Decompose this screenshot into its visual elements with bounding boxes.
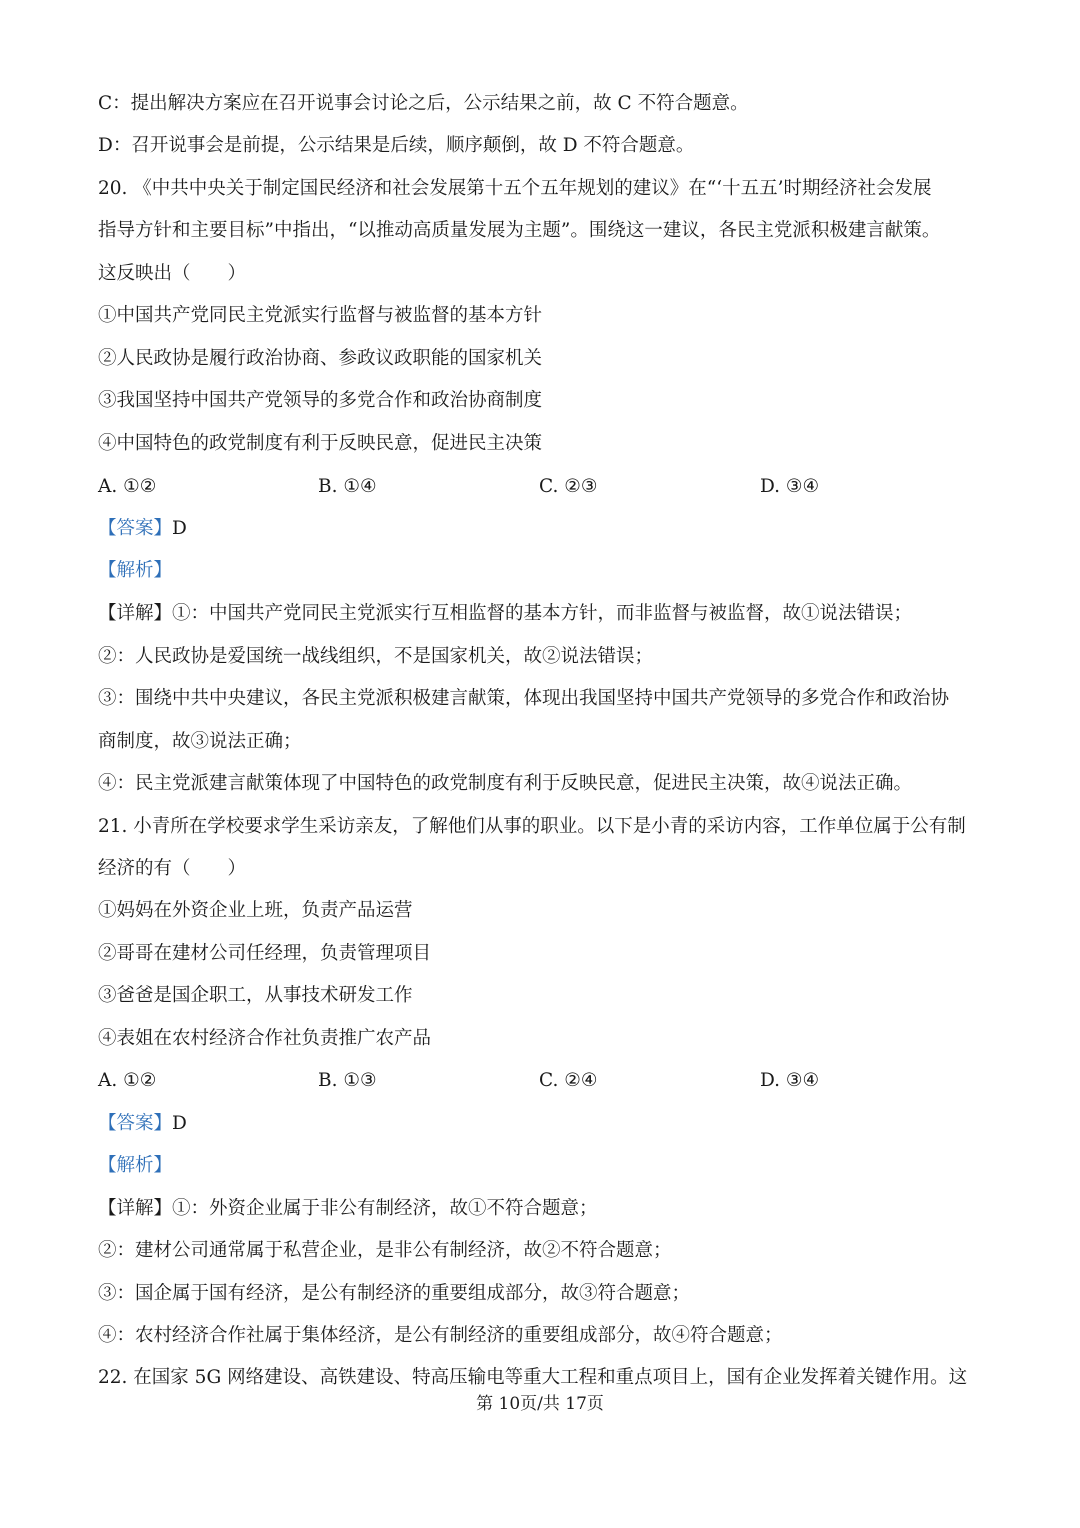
answer-value: D xyxy=(172,1113,187,1134)
detail-line: 【详解】①：中国共产党同民主党派实行互相监督的基本方针，而非监督与被监督，故①说法错误； xyxy=(98,603,913,624)
detail-line: ②：建材公司通常属于私营企业，是非公有制经济，故②不符合题意； xyxy=(98,1240,672,1261)
page-footer: 第 10页/共 17页 xyxy=(476,1394,604,1414)
detail-line: 【详解】①：外资企业属于非公有制经济，故①不符合题意； xyxy=(98,1198,598,1219)
detail-line: ④：农村经济合作社属于集体经济，是公有制经济的重要组成部分，故④符合题意； xyxy=(98,1325,783,1346)
question-20-stem: 20. 《中共中央关于制定国民经济和社会发展第十五个五年规划的建议》在“‘十五五’时期经济社会发展 xyxy=(98,178,932,199)
question-22-stem: 22. 在国家 5G 网络建设、高铁建设、特高压输电等重大工程和重点项目上，国有企业发挥着关键作用。这 xyxy=(98,1367,968,1388)
statement-item: ①妈妈在外资企业上班，负责产品运营 xyxy=(98,900,413,921)
option-c: C. ②④ xyxy=(539,1070,598,1091)
statement-item: ④中国特色的政党制度有利于反映民意，促进民主决策 xyxy=(98,433,543,454)
question-20-stem: 这反映出（ ） xyxy=(98,263,247,284)
text-line: C：提出解决方案应在召开说事会讨论之后，公示结果之前，故 C 不符合题意。 xyxy=(98,93,749,114)
detail-line: ③：围绕中共中央建议，各民主党派积极建言献策，体现出我国坚持中国共产党领导的多党合作和政治协 xyxy=(98,688,950,709)
option-b: B. ①③ xyxy=(318,1070,377,1091)
text-line: D：召开说事会是前提，公示结果是后续，顺序颠倒，故 D 不符合题意。 xyxy=(98,135,695,156)
option-a: A. ①② xyxy=(98,1070,157,1091)
statement-item: ②哥哥在建材公司任经理，负责管理项目 xyxy=(98,943,432,964)
statement-item: ③我国坚持中国共产党领导的多党合作和政治协商制度 xyxy=(98,390,543,411)
question-21-stem: 21. 小青所在学校要求学生采访亲友，了解他们从事的职业。以下是小青的采访内容，工作单位属于公有制 xyxy=(98,816,966,837)
analysis-tag: 【解析】 xyxy=(98,560,173,581)
option-d: D. ③④ xyxy=(760,476,820,497)
answer-tag: 【答案】 xyxy=(98,518,173,539)
analysis-tag: 【解析】 xyxy=(98,1155,173,1176)
option-b: B. ①④ xyxy=(318,476,377,497)
statement-item: ④表姐在农村经济合作社负责推广农产品 xyxy=(98,1028,432,1049)
detail-line: ③：国企属于国有经济，是公有制经济的重要组成部分，故③符合题意； xyxy=(98,1283,691,1304)
detail-line: ②：人民政协是爱国统一战线组织，不是国家机关，故②说法错误； xyxy=(98,646,654,667)
question-21-stem: 经济的有（ ） xyxy=(98,858,247,879)
option-c: C. ②③ xyxy=(539,476,598,497)
statement-item: ③爸爸是国企职工，从事技术研发工作 xyxy=(98,985,413,1006)
detail-line: 商制度，故③说法正确； xyxy=(98,731,302,752)
statement-item: ①中国共产党同民主党派实行监督与被监督的基本方针 xyxy=(98,305,543,326)
detail-line: ④：民主党派建言献策体现了中国特色的政党制度有利于反映民意，促进民主决策，故④说法正确。 xyxy=(98,773,913,794)
option-d: D. ③④ xyxy=(760,1070,820,1091)
answer-value: D xyxy=(172,518,187,539)
question-20-stem: 指导方针和主要目标”中指出，“以推动高质量发展为主题”。围绕这一建议，各民主党派积极建言献策。 xyxy=(98,220,941,241)
option-a: A. ①② xyxy=(98,476,157,497)
answer-line xyxy=(98,1111,187,1137)
answer-line xyxy=(98,516,187,542)
answer-tag: 【答案】 xyxy=(98,1113,173,1134)
statement-item: ②人民政协是履行政治协商、参政议政职能的国家机关 xyxy=(98,348,543,369)
